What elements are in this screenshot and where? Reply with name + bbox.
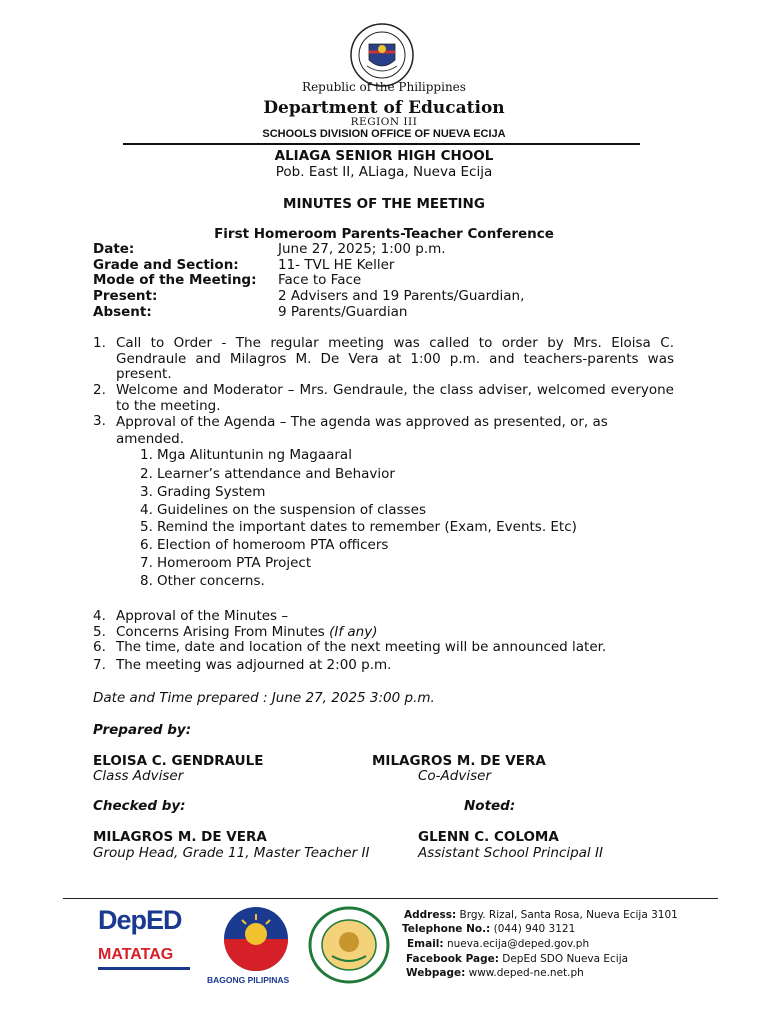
- checker-role: Group Head, Grade 11, Master Teacher II: [93, 845, 370, 861]
- deped-seal-icon: [349, 22, 415, 88]
- agenda-item: 2. Learner’s attendance and Behavior: [140, 466, 395, 482]
- noter-role: Assistant School Principal II: [418, 845, 603, 861]
- deped-wordmark: DepED: [98, 905, 182, 935]
- matatag-wordmark: MATATAG: [98, 946, 174, 963]
- preparer-name: ELOISA C. GENDRAULE: [93, 753, 264, 769]
- list-item: 7. The meeting was adjourned at 2:00 p.m.: [93, 657, 392, 673]
- prepared-datetime: Date and Time prepared : June 27, 2025 3:00 p.m.: [93, 690, 435, 706]
- checker-name: MILAGROS M. DE VERA: [93, 829, 267, 845]
- prepared-by-label: Prepared by:: [93, 722, 192, 738]
- bagong-pilipinas-text: BAGONG PILIPINAS: [207, 975, 290, 985]
- list-item: 1. Call to Order - The regular meeting was called to order by Mrs. Eloisa C. Gendraule and Milagros M. De Vera at 1:00 p.m. and teachers-parents was present.: [93, 335, 674, 383]
- noter-name: GLENN C. COLOMA: [418, 829, 559, 845]
- deped-matatag-logo: [98, 905, 193, 990]
- agenda-item: 6. Election of homeroom PTA officers: [140, 537, 389, 553]
- document-title: MINUTES OF THE MEETING: [283, 196, 485, 212]
- preparer-role: Class Adviser: [93, 768, 184, 784]
- agenda-item: 7. Homeroom PTA Project: [140, 555, 312, 571]
- contact-address: Address: Brgy. Rizal, Santa Rosa, Nueva Ecija 3101: [404, 909, 678, 921]
- bagong-pilipinas-logo-icon: [215, 904, 297, 974]
- header-rule: [123, 143, 640, 145]
- division-line: SCHOOLS DIVISION OFFICE OF NUEVA ECIJA: [262, 128, 506, 140]
- checked-by-label: Checked by:: [93, 798, 186, 814]
- list-item: 5. Concerns Arising From Minutes (If any): [93, 624, 378, 640]
- agenda-item: 5. Remind the important dates to remember (Exam, Events. Etc): [140, 519, 577, 535]
- region-line: REGION III: [350, 116, 418, 128]
- footer-rule: [63, 898, 718, 899]
- list-item: 2. Welcome and Moderator – Mrs. Gendraule, the class adviser, welcomed everyone to the meeting.: [93, 382, 674, 414]
- list-item: 6. The time, date and location of the next meeting will be announced later.: [93, 639, 607, 655]
- agenda-item: 1. Mga Alituntunin ng Magaaral: [140, 447, 352, 463]
- list-item: 3. Approval of the Agenda – The agenda was approved as presented, or, as amended.: [93, 413, 608, 447]
- detail-present: Present: 2 Advisers and 19 Parents/Guardian,: [93, 288, 525, 304]
- detail-mode: Mode of the Meeting: Face to Face: [93, 272, 362, 288]
- contact-webpage: Webpage: www.deped-ne.net.ph: [406, 967, 584, 979]
- agenda-item: 4. Guidelines on the suspension of classes: [140, 502, 426, 518]
- republic-line: Republic of the Philippines: [302, 80, 466, 94]
- school-name: ALIAGA SENIOR HIGH CHOOL: [274, 148, 494, 164]
- contact-email: Email: nueva.ecija@deped.gov.ph: [407, 938, 590, 950]
- department-title: Department of Education: [263, 98, 505, 118]
- detail-absent: Absent: 9 Parents/Guardian: [93, 304, 408, 320]
- school-address: Pob. East II, ALiaga, Nueva Ecija: [275, 164, 493, 180]
- detail-date: Date: June 27, 2025; 1:00 p.m.: [93, 241, 446, 257]
- sdo-nueva-ecija-seal-icon: [308, 906, 390, 984]
- agenda-item: 8. Other concerns.: [140, 573, 265, 589]
- agenda-item: 3. Grading System: [140, 484, 266, 500]
- co-preparer-name: MILAGROS M. DE VERA: [372, 753, 546, 769]
- matatag-underline: [98, 967, 190, 970]
- document-subtitle: First Homeroom Parents-Teacher Conference: [214, 226, 554, 242]
- detail-grade: Grade and Section: 11- TVL HE Keller: [93, 257, 395, 273]
- contact-telephone: Telephone No.: (044) 940 3121: [402, 923, 576, 935]
- noted-label: Noted:: [464, 798, 516, 814]
- co-preparer-role: Co-Adviser: [418, 768, 491, 784]
- contact-facebook: Facebook Page: DepEd SDO Nueva Ecija: [406, 953, 629, 965]
- list-item: 4. Approval of the Minutes –: [93, 608, 289, 624]
